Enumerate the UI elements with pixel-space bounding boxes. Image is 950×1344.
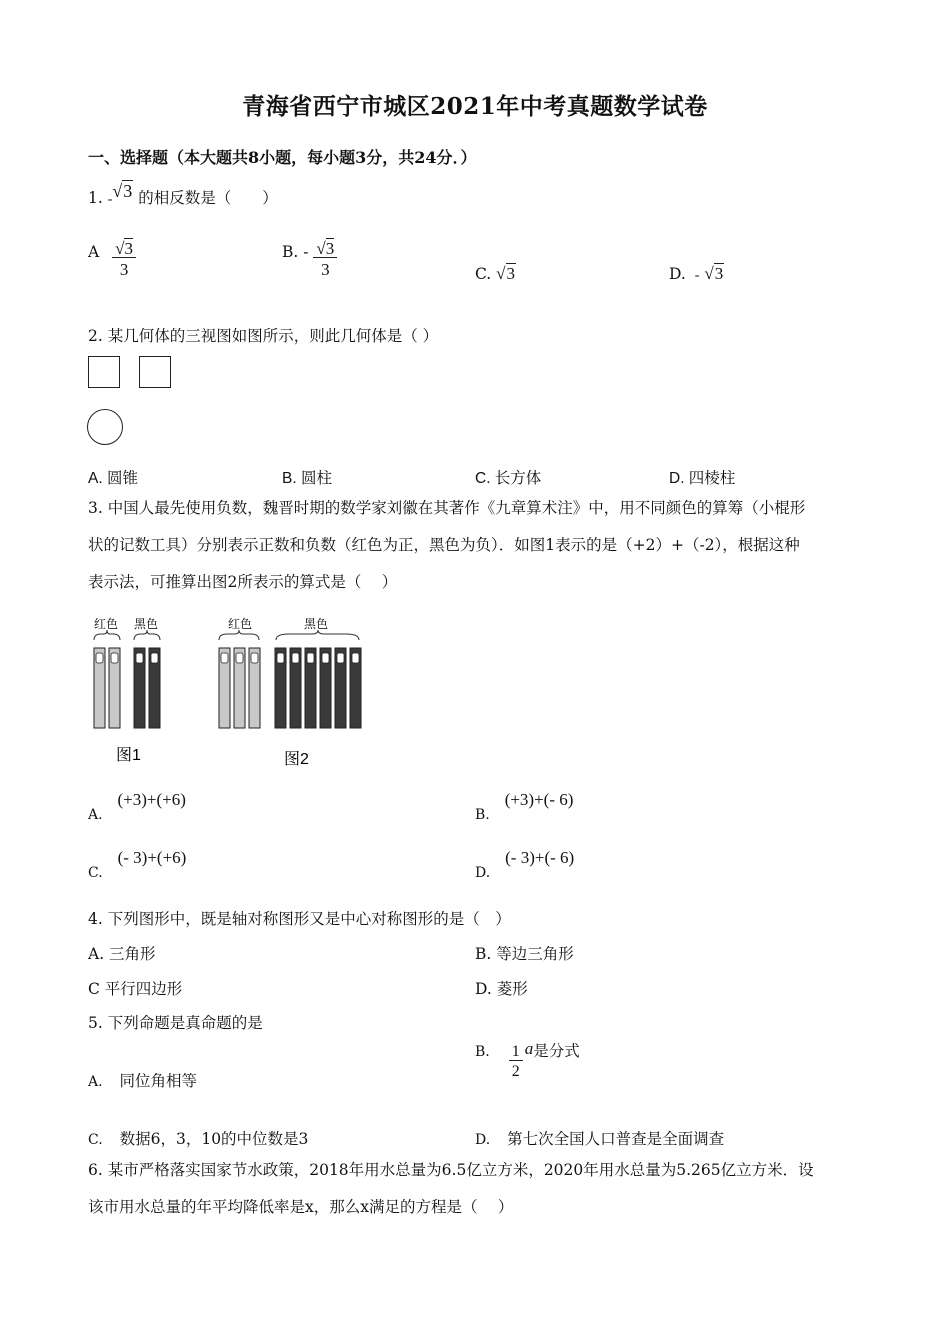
option-label: B. (475, 807, 490, 823)
option-text: 是分式 (533, 1042, 580, 1060)
fig2-red-brace (219, 630, 259, 640)
option-label: B. (475, 1044, 490, 1060)
fraction: $\frac{√3}{3}$ (313, 240, 337, 278)
counting-rods-figure (84, 608, 384, 778)
red-rod (219, 648, 230, 728)
option-label: C. (88, 865, 103, 881)
option-expression: (+3)+(+6) (117, 790, 186, 809)
question-number: 1. (88, 189, 103, 207)
q5-option-c[interactable] (88, 1127, 308, 1149)
red-rod (109, 648, 120, 728)
q3-option-b[interactable] (475, 790, 574, 823)
question-3-line-2: 状的记数工具）分别表示正数和负数（红色为正，黑色为负）．如图1表示的是（+2）+（-2），根据这种 (88, 536, 800, 554)
option-label: A. (88, 807, 103, 823)
black-rod (275, 648, 286, 728)
q5-option-b[interactable] (475, 1039, 580, 1080)
option-label: C. (475, 265, 492, 283)
option-label: C. (88, 1132, 103, 1148)
q4-option-b[interactable]: B. 等边三角形 (475, 945, 574, 963)
fig2-black-label: 黑色 (304, 617, 329, 631)
front-view-square (88, 356, 120, 388)
option-text: 数据6，3，10的中位数是3 (119, 1130, 309, 1148)
option-text: 第七次全国人口普查是全面调查 (507, 1130, 725, 1148)
option-expression: (- 3)+(+6) (117, 848, 187, 867)
question-5: 5. 下列命题是真命题的是 (88, 1014, 263, 1032)
option-label: B. - (282, 243, 309, 261)
black-rod (320, 648, 331, 728)
question-4: 4. 下列图形中，既是轴对称图形又是中心对称图形的是（ ） (88, 910, 511, 928)
option-label: D. (669, 265, 686, 283)
question-6-line-1: 6. 某市严格落实国家节水政策，2018年用水总量为6.5亿立方米，2020年用水总量为5.265亿立方米．设 (88, 1161, 814, 1179)
red-rod (94, 648, 105, 728)
fig1-black-label: 黑色 (134, 617, 159, 631)
q1-option-b[interactable] (282, 240, 337, 278)
question-6-line-2: 该市用水总量的年平均降低率是x，那么x满足的方程是（ ） (88, 1198, 514, 1216)
section-heading: 一、选择题（本大题共8小题，每小题3分，共24分．） (88, 148, 477, 167)
q1-option-d[interactable] (669, 264, 724, 284)
fraction: $\frac{√3}{3}$ (112, 240, 136, 278)
side-view-square (139, 356, 171, 388)
q4-option-c[interactable]: C 平行四边形 (88, 980, 183, 998)
black-rod (335, 648, 346, 728)
fig1-rods (94, 648, 160, 728)
option-expression: (- 3)+(- 6) (505, 848, 575, 867)
question-text: 的相反数是（ ） (138, 189, 278, 207)
option-label: A (88, 243, 100, 261)
black-rod (149, 648, 160, 728)
fraction: $\frac{1}{2}$ (509, 1044, 523, 1080)
black-rod (350, 648, 361, 728)
q3-option-c[interactable] (88, 848, 187, 881)
q1-option-c[interactable] (475, 264, 516, 284)
fig2-red-label: 红色 (228, 617, 253, 631)
q2-option-d[interactable]: D. 四棱柱 (669, 470, 736, 487)
sqrt-expression: √3 (704, 264, 724, 283)
red-rod (234, 648, 245, 728)
question-1 (88, 181, 278, 208)
question-3-line-3: 表示法，可推算出图2所表示的算式是（ ） (88, 573, 398, 591)
q4-option-a[interactable]: A. 三角形 (88, 945, 156, 963)
q5-option-d[interactable] (475, 1127, 724, 1149)
black-rod (134, 648, 145, 728)
fig2-rods (219, 648, 361, 728)
question-3-line-1: 3. 中国人最先使用负数，魏晋时期的数学家刘徽在其著作《九章算术注》中，用不同颜色的算筹（小棍形 (88, 499, 806, 517)
option-label: D. (475, 865, 491, 881)
fig1-red-brace (94, 630, 120, 640)
q3-option-a[interactable] (88, 790, 186, 823)
q2-option-a[interactable]: A. 圆锥 (88, 470, 138, 487)
red-rod (249, 648, 260, 728)
page-title: 青海省西宁市城区2021年中考真题数学试卷 (242, 93, 708, 120)
question-2: 2. 某几何体的三视图如图所示，则此几何体是（ ） (88, 327, 439, 345)
top-view-circle (87, 409, 123, 445)
fig2-caption: 图2 (284, 751, 309, 768)
sqrt-expression: √3 (496, 264, 516, 283)
option-label: A. (88, 1074, 103, 1090)
option-expression: (+3)+(- 6) (504, 790, 574, 809)
black-rod (290, 648, 301, 728)
q3-option-d[interactable] (475, 848, 575, 881)
q1-option-a[interactable] (88, 240, 136, 278)
q5-option-a[interactable] (88, 1069, 197, 1091)
option-text: 同位角相等 (119, 1072, 198, 1090)
option-label: D. (475, 1132, 491, 1148)
q2-option-b[interactable]: B. 圆柱 (282, 470, 332, 487)
fig1-red-label: 红色 (94, 617, 119, 631)
fig1-caption: 图1 (116, 747, 141, 764)
sqrt-expression: √3 (112, 181, 133, 201)
fig2-black-brace (276, 630, 359, 640)
minus-sign: - (694, 268, 700, 283)
black-rod (305, 648, 316, 728)
variable-a: a (524, 1039, 534, 1058)
q2-option-c[interactable]: C. 长方体 (475, 470, 542, 487)
minus-sign: - (107, 192, 113, 207)
q4-option-d[interactable]: D. 菱形 (475, 980, 528, 998)
fig1-black-brace (134, 630, 160, 640)
